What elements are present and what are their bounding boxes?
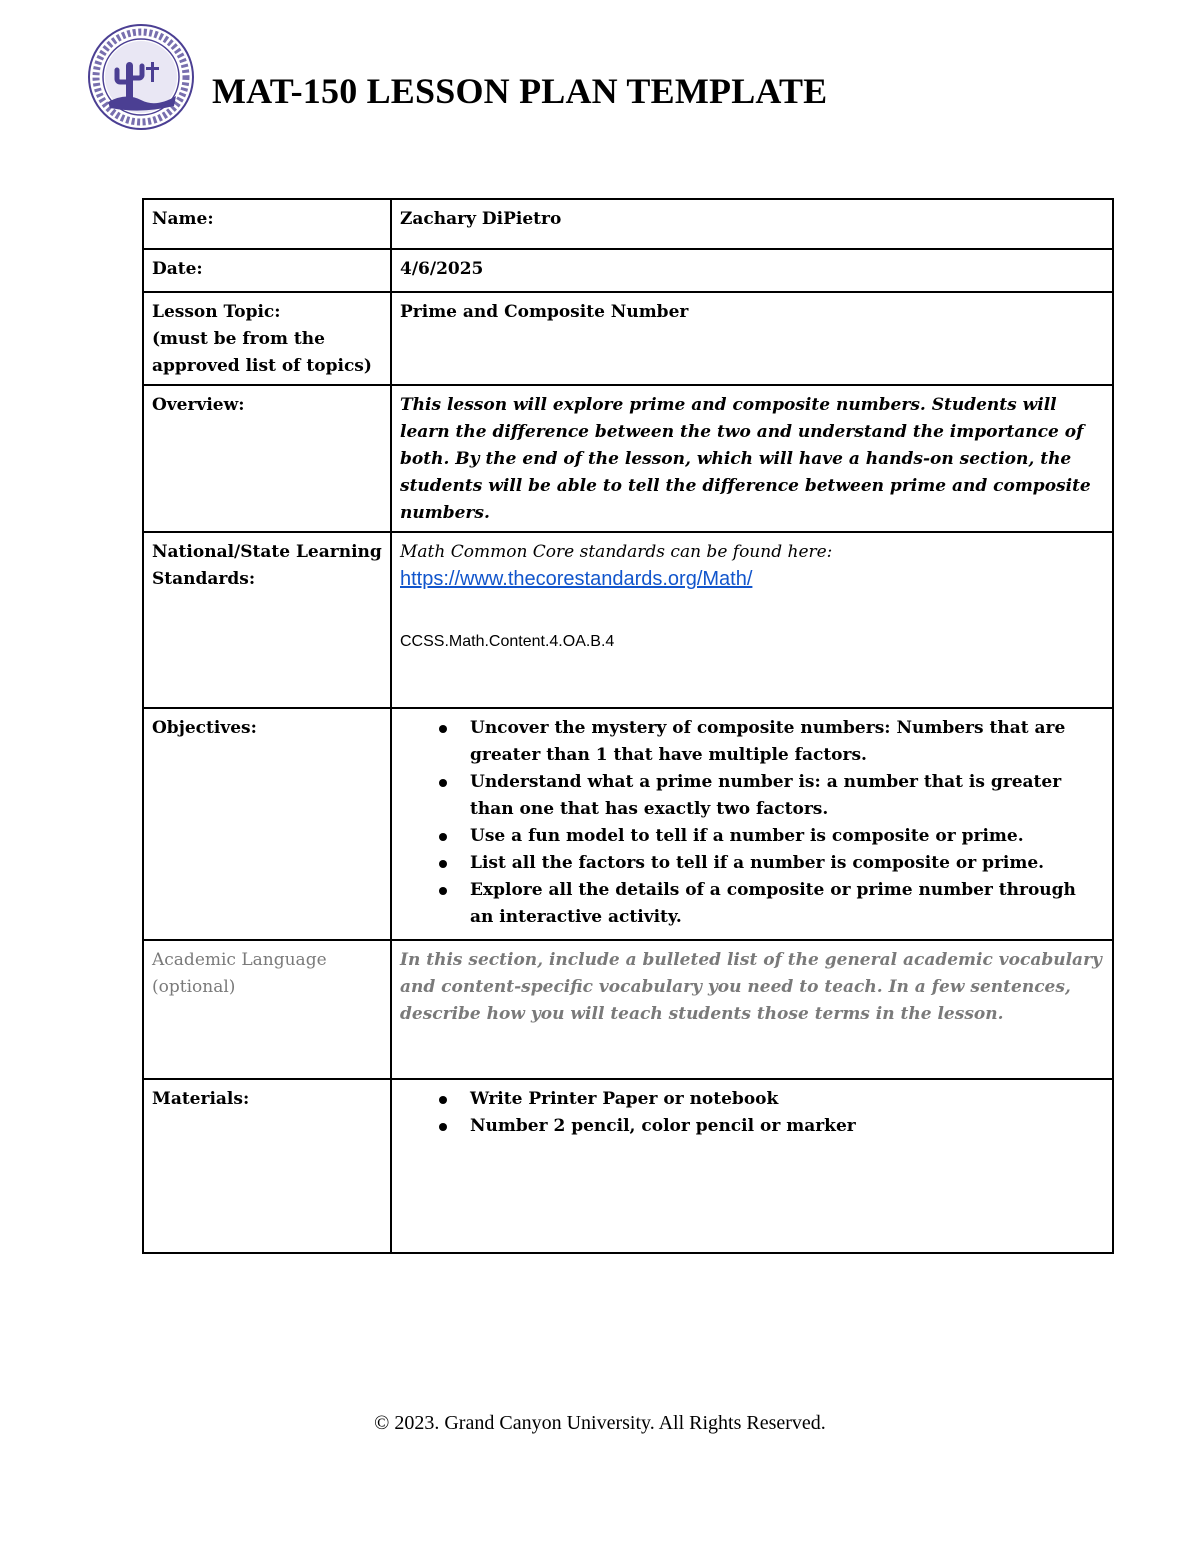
- objectives-list: [400, 715, 1104, 931]
- row-objectives: [143, 708, 1113, 940]
- objective-item: List all the factors to tell if a number is composite or prime.: [470, 850, 1104, 877]
- row-academic-language: [143, 940, 1113, 1079]
- row-name: [143, 199, 1113, 249]
- date-label: Date:: [143, 249, 391, 292]
- standards-cell: [391, 532, 1113, 708]
- topic-label: Lesson Topic:: [152, 302, 281, 322]
- row-topic: [143, 292, 1113, 385]
- materials-label: Materials:: [143, 1079, 391, 1253]
- topic-sublabel: (must be from the approved list of topics): [152, 329, 372, 376]
- row-date: [143, 249, 1113, 292]
- academic-language-label: Academic Language (optional): [143, 940, 391, 1079]
- overview-value[interactable]: This lesson will explore prime and composite numbers. Students will learn the difference between the two and understand the importance of both. By the end of the lesson, which will have a hands-on section, the students will be able to tell the difference between prime and composite numbers.: [391, 385, 1113, 532]
- objective-item: Uncover the mystery of composite numbers: Numbers that are greater than 1 that have multiple factors.: [470, 715, 1104, 769]
- name-label: Name:: [143, 199, 391, 249]
- objectives-label: Objectives:: [143, 708, 391, 940]
- topic-label-cell: [143, 292, 391, 385]
- page-title: MAT-150 LESSON PLAN TEMPLATE: [212, 71, 828, 111]
- seal-graphic: [86, 22, 196, 132]
- material-item: Number 2 pencil, color pencil or marker: [470, 1113, 1104, 1140]
- material-item: Write Printer Paper or notebook: [470, 1086, 1104, 1113]
- topic-value[interactable]: Prime and Composite Number: [391, 292, 1113, 385]
- row-standards: [143, 532, 1113, 708]
- objectives-cell: [391, 708, 1113, 940]
- materials-cell: [391, 1079, 1113, 1253]
- materials-list: [400, 1086, 1104, 1140]
- copyright-footer: © 2023. Grand Canyon University. All Rights Reserved.: [374, 1412, 826, 1434]
- row-overview: [143, 385, 1113, 532]
- row-materials: [143, 1079, 1113, 1253]
- date-value[interactable]: 4/6/2025: [391, 249, 1113, 292]
- objective-item: Use a fun model to tell if a number is composite or prime.: [470, 823, 1104, 850]
- overview-label: Overview:: [143, 385, 391, 532]
- name-value[interactable]: Zachary DiPietro: [391, 199, 1113, 249]
- university-seal-logo: [86, 22, 196, 132]
- academic-language-value[interactable]: In this section, include a bulleted list of the general academic vocabulary and content-specific vocabulary you need to teach. In a few sentences, describe how you will teach students those terms in the lesson.: [391, 940, 1113, 1079]
- standards-label: National/State Learning Standards:: [143, 532, 391, 708]
- standards-code: CCSS.Math.Content.4.OA.B.4: [400, 633, 615, 650]
- standards-intro: Math Common Core standards can be found here:: [400, 542, 833, 562]
- lesson-plan-table: [142, 198, 1114, 1254]
- objective-item: Explore all the details of a composite or prime number through an interactive activity.: [470, 877, 1104, 931]
- standards-link[interactable]: https://www.thecorestandards.org/Math/: [400, 568, 753, 590]
- objective-item: Understand what a prime number is: a number that is greater than one that has exactly two factors.: [470, 769, 1104, 823]
